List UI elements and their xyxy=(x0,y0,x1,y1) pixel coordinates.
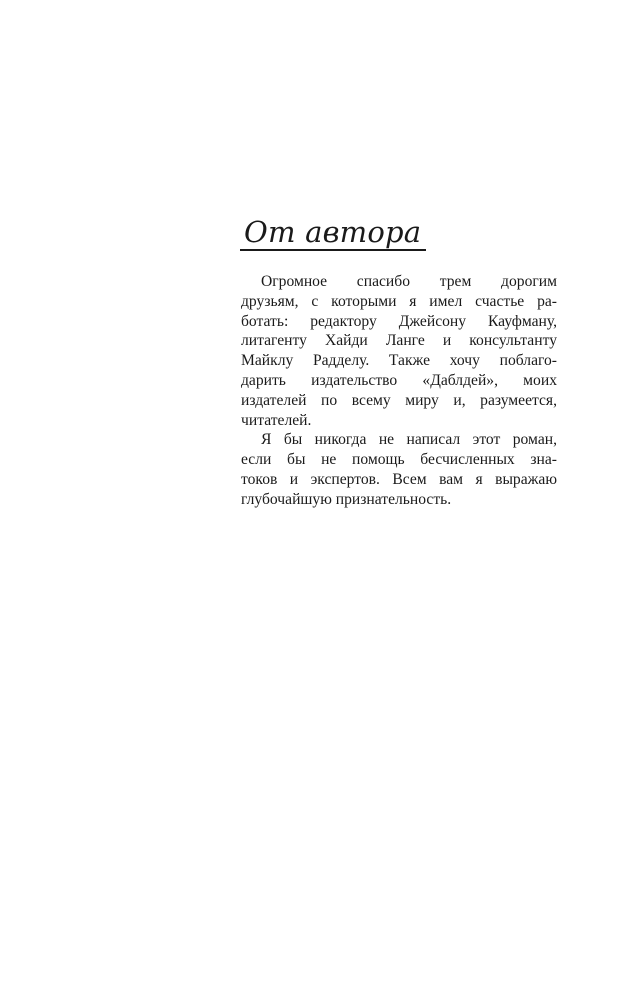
text-line: дарить издательство «Даблдей», моих xyxy=(241,371,557,389)
text-line: литагенту Хайди Ланге и консультанту xyxy=(241,332,557,350)
text-line: читателей. xyxy=(241,411,312,429)
heading-title: От автора xyxy=(244,215,422,249)
text-line: Майклу Радделу. Также хочу поблаго- xyxy=(241,352,557,370)
text-line: издателей по всему миру и, разумеется, xyxy=(241,391,557,409)
text-line: если бы не помощь бесчисленных зна- xyxy=(241,451,557,469)
text-line: ботать: редактору Джейсону Кауфману, xyxy=(241,312,557,330)
paragraph-1 xyxy=(241,272,557,430)
paragraph-2 xyxy=(241,430,557,509)
text-line: токов и экспертов. Всем вам я выражаю xyxy=(241,470,557,488)
body-text xyxy=(241,272,557,510)
text-line: друзьям, с которыми я имел счастье ра- xyxy=(241,292,557,310)
text-line: Огромное спасибо трем дорогим xyxy=(261,273,557,290)
text-line: Я бы никогда не написал этот роман, xyxy=(261,431,557,449)
section-heading xyxy=(240,212,426,254)
text-line: глубочайшую признательность. xyxy=(241,490,452,508)
heading-underline xyxy=(240,249,426,251)
